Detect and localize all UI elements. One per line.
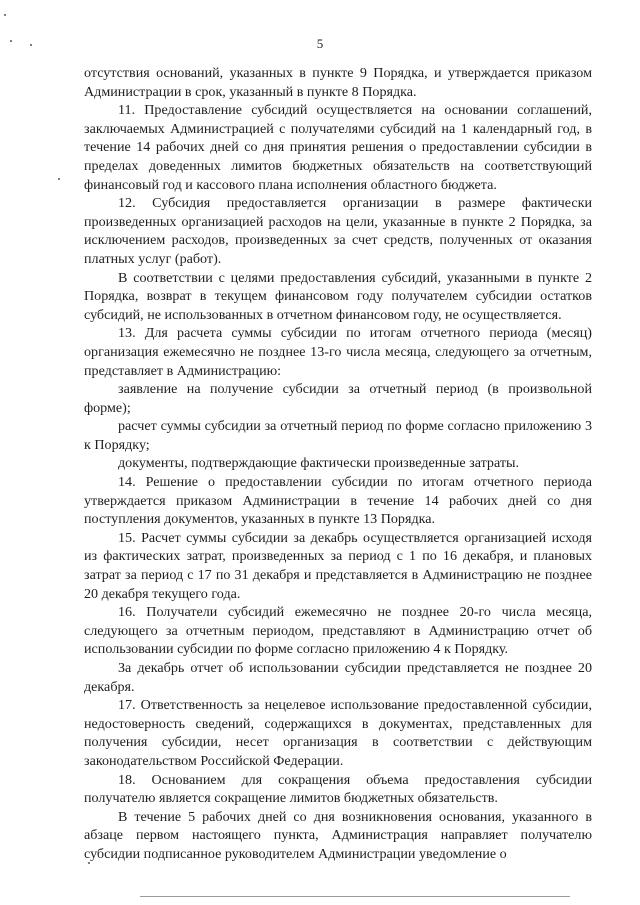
paragraph-item-17: 17. Ответственность за нецелевое использование предоставленной субсидии, недостоверность сведений, содержащихся в документах, представленных для получения субсидии, несет организация в соответствии с действующим законодательством Российской Федерации.: [84, 697, 592, 769]
document-body: [84, 64, 592, 864]
paragraph-continuation: отсутствия оснований, указанных в пункте 9 Порядка, и утверждается приказом Администрации в срок, указанный в пункте 8 Порядка.: [84, 65, 592, 100]
scan-speck: [58, 178, 60, 180]
list-item-calculation: расчет суммы субсидии за отчетный период по форме согласно приложению 3 к Порядку;: [84, 418, 592, 453]
paragraph-return-of-remainders: В соответствии с целями предоставления субсидий, указанными в пункте 2 Порядка, возврат в текущем финансовом году получателем субсидии остатков субсидий, не использованных в отчетном финансовом году, не осуществляется.: [84, 269, 592, 323]
paragraph-item-12: 12. Субсидия предоставляется организации в размере фактически произведенных организацией расходов на цели, указанные в пункте 2 Порядка, за исключением расходов, произведенных за счет средств, полученных от оказания платных услуг (работ).: [84, 195, 592, 267]
paragraph-item-15: 15. Расчет суммы субсидии за декабрь осуществляется организацией исходя из фактических затрат, произведенных за период с 1 по 16 декабря, и плановых затрат за период с 17 по 31 декабря и представляется в Администрацию не позднее 20 декабря текущего года.: [84, 529, 592, 602]
scan-speck: [30, 44, 32, 46]
list-item-documents: документы, подтверждающие фактически произведенные затраты.: [118, 455, 520, 472]
paragraph-item-18: 18. Основанием для сокращения объема предоставления субсидии получателю является сокращение лимитов бюджетных обязательств.: [84, 771, 592, 807]
bottom-scan-edge: [140, 896, 570, 897]
paragraph-item-14: 14. Решение о предоставлении субсидии по итогам отчетного периода утверждается приказом Администрации в течение 14 рабочих дней со дня поступления документов, указанных в пункте 13 Порядка.: [84, 474, 592, 528]
list-item-application: заявление на получение субсидии за отчетный период (в произвольной форме);: [84, 381, 592, 416]
page-number: 5: [316, 36, 324, 51]
scan-speck: [4, 14, 6, 16]
paragraph-december-report: За декабрь отчет об использовании субсидии представляется не позднее 20 декабря.: [84, 660, 592, 695]
scan-speck: [10, 40, 12, 42]
paragraph-item-13: 13. Для расчета суммы субсидии по итогам отчетного периода (месяц) организация ежемесячно не позднее 13-го числа месяца, следующего за отчетным, представляет в Администрацию:: [84, 325, 592, 379]
paragraph-item-16: 16. Получатели субсидий ежемесячно не позднее 20-го числа месяца, следующего за отчетным периодом, представляют в Администрацию отчет об использовании субсидии по форме согласно приложению 4 к Порядку.: [84, 604, 592, 658]
paragraph-notification: В течение 5 рабочих дней со дня возникновения основания, указанного в абзаце первом настоящего пункта, Администрация направляет получателю субсидии подписанное руководителем Администрации уведомление о: [84, 808, 592, 862]
paragraph-item-11: 11. Предоставление субсидий осуществляется на основании соглашений, заключаемых Администрацией с получателями субсидий на 1 календарный год, в течение 14 рабочих дней со дня принятия решения о предоставлении субсидии в пределах доведенных лимитов бюджетных обязательств на соответствующий финансовый год и кассового плана исполнения областного бюджета.: [84, 102, 592, 193]
